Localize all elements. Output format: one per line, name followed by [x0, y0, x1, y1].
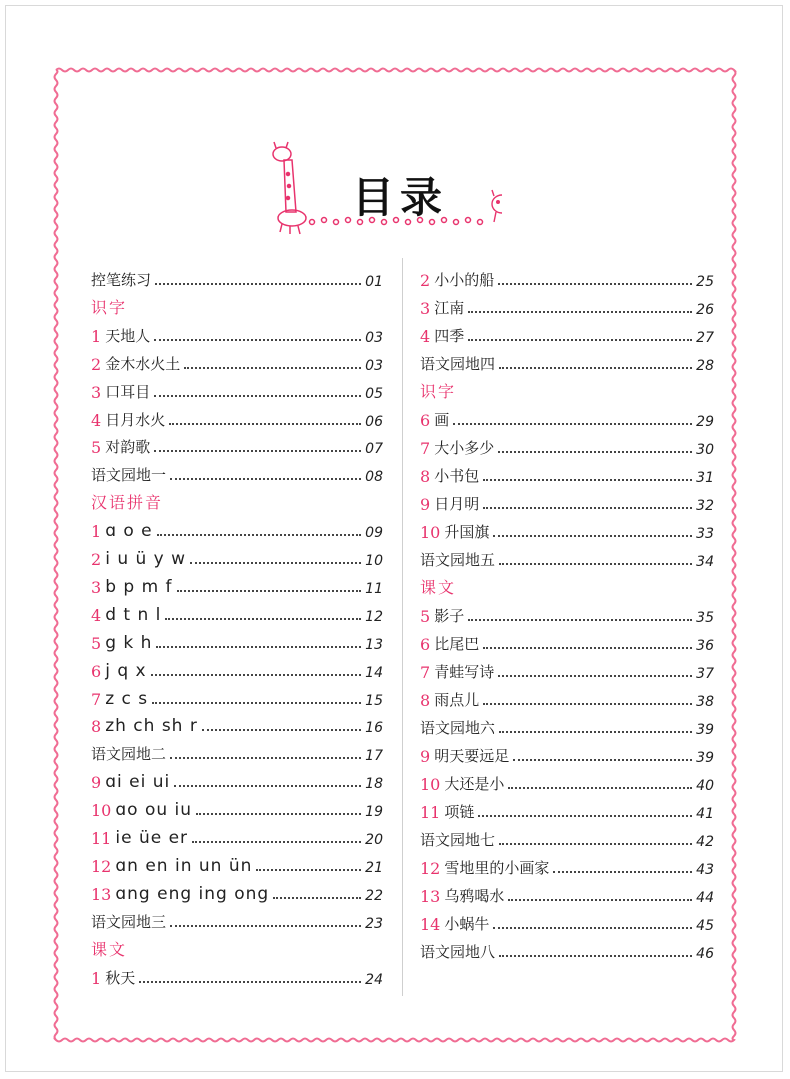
lesson-number: 12 [420, 859, 441, 878]
page-number: 03 [365, 329, 383, 346]
lesson-title: 比尾巴 [434, 635, 480, 653]
lesson-number: 2 [420, 271, 431, 290]
toc-entry[interactable] [420, 318, 714, 346]
dot-leader [139, 981, 361, 983]
dot-leader [170, 925, 361, 927]
page-number: 39 [696, 750, 714, 766]
page-number: 45 [696, 918, 714, 934]
lesson-number: 2 [91, 354, 102, 374]
toc-entry[interactable] [420, 458, 714, 486]
toc-entry[interactable] [91, 708, 383, 736]
dot-leader [498, 283, 692, 285]
toc-entry[interactable] [420, 822, 714, 850]
lesson-title: 雨点儿 [434, 691, 480, 709]
dot-leader [493, 927, 692, 929]
dot-leader [468, 311, 692, 313]
lesson-number: 12 [91, 856, 112, 876]
dot-leader [157, 534, 362, 536]
page-number: 44 [696, 890, 714, 906]
lesson-title: 语文园地八 [420, 943, 496, 961]
toc-entry[interactable] [91, 876, 383, 904]
dot-leader [165, 618, 361, 620]
toc-entry[interactable] [91, 346, 383, 374]
lesson-number: 1 [91, 968, 102, 988]
page-number: 22 [365, 887, 383, 904]
lesson-title: 语文园地一 [91, 466, 167, 485]
toc-entry[interactable] [420, 906, 714, 934]
dot-leader [177, 590, 362, 592]
lesson-title: b p m f [105, 576, 173, 597]
toc-entry[interactable] [420, 654, 714, 682]
lesson-title: 对韵歌 [105, 438, 151, 457]
dot-leader [174, 785, 361, 787]
toc-entry[interactable] [420, 430, 714, 458]
lesson-title: 影子 [434, 607, 465, 625]
small-giraffe-icon [492, 190, 502, 222]
page-number: 15 [365, 692, 383, 709]
page-number: 21 [365, 859, 383, 876]
toc-entry[interactable] [420, 290, 714, 318]
dot-leader [483, 703, 692, 705]
lesson-number: 7 [91, 689, 102, 709]
toc-entry[interactable] [420, 262, 714, 290]
lesson-title: 语文园地五 [420, 551, 496, 569]
lesson-title: 项链 [444, 803, 475, 821]
dot-leader [499, 955, 692, 957]
page-number: 17 [365, 748, 383, 765]
page-number: 07 [365, 441, 383, 458]
lesson-title: ɑ o e [105, 521, 153, 542]
page-number: 12 [365, 608, 383, 625]
lesson-number: 6 [420, 635, 431, 654]
lesson-title: 画 [434, 411, 450, 429]
page-number: 39 [696, 722, 714, 738]
page-number: 35 [696, 610, 714, 626]
lesson-number: 4 [91, 410, 102, 430]
dot-leader [273, 897, 361, 899]
toc-entry[interactable] [420, 542, 714, 570]
page-number: 29 [696, 414, 714, 430]
dot-leader [553, 871, 692, 873]
page-number: 23 [365, 915, 383, 932]
lesson-title: 语文园地六 [420, 719, 496, 737]
dot-leader [513, 759, 692, 761]
dot-leader [202, 729, 361, 731]
toc-entry[interactable] [420, 766, 714, 794]
lesson-title: i u ü y w [105, 549, 187, 569]
lesson-title: ɑng eng ing ong [115, 883, 270, 904]
toc-entry[interactable] [91, 541, 383, 569]
page-number: 34 [696, 554, 714, 570]
lesson-number: 4 [420, 327, 431, 346]
lesson-number: 4 [91, 605, 102, 625]
dot-leader [154, 450, 361, 452]
lesson-number: 9 [420, 495, 431, 514]
lesson-title: 小小的船 [434, 271, 495, 289]
toc-entry[interactable] [91, 625, 383, 653]
toc-entry[interactable] [420, 794, 714, 822]
toc-entry[interactable] [91, 402, 383, 430]
lesson-title: 乌鸦喝水 [444, 887, 505, 905]
dot-leader [498, 675, 692, 677]
toc-entry[interactable] [91, 569, 383, 597]
page-number: 32 [696, 498, 714, 514]
dot-leader [483, 479, 692, 481]
page-number: 05 [365, 385, 383, 402]
page-number: 08 [365, 469, 383, 486]
lesson-title: 小书包 [434, 467, 480, 485]
lesson-title: j q x [105, 660, 147, 681]
lesson-title: ɑn en in un ün [115, 855, 253, 876]
lesson-title: 金木水火土 [105, 354, 181, 373]
dot-leader [152, 702, 361, 704]
lesson-title: 秋天 [105, 968, 136, 987]
dot-leader [499, 563, 692, 565]
column-divider [402, 258, 403, 996]
page-number: 18 [365, 776, 383, 793]
toc-entry[interactable] [91, 904, 383, 932]
lesson-title: g k h [105, 632, 153, 653]
dot-leader [508, 787, 692, 789]
toc-entry[interactable] [420, 850, 714, 878]
toc-entry[interactable] [91, 736, 383, 764]
page-number: 16 [365, 720, 383, 737]
page-number: 14 [365, 664, 383, 681]
section-heading: 汉语拼音 [91, 493, 164, 513]
section-heading: 识字 [420, 382, 457, 401]
page-number: 38 [696, 694, 714, 710]
lesson-title: 语文园地二 [91, 745, 167, 764]
page-number: 27 [696, 330, 714, 346]
toc-entry[interactable] [420, 514, 714, 542]
dot-leader [170, 757, 361, 759]
lesson-title: ɑo ou iu [115, 800, 193, 821]
lesson-number: 1 [91, 522, 102, 542]
page-number: 30 [696, 442, 714, 458]
lesson-title: 四季 [434, 327, 465, 345]
lesson-title: 控笔练习 [91, 271, 152, 289]
page-number: 36 [696, 638, 714, 654]
toc-entry[interactable] [91, 792, 383, 820]
toc-entry[interactable] [420, 346, 714, 374]
dot-leader [468, 619, 692, 621]
page-number: 09 [365, 525, 383, 542]
dot-leader [256, 869, 361, 871]
dot-leader [483, 507, 692, 509]
dot-leader [468, 339, 692, 341]
lesson-title: 雪地里的小画家 [444, 859, 550, 877]
lesson-title: ɑi ei ui [105, 772, 171, 793]
lesson-title: 小蜗牛 [444, 915, 490, 933]
dot-leader [499, 367, 692, 369]
lesson-number: 9 [91, 773, 102, 793]
lesson-number: 7 [420, 663, 431, 682]
toc-entry[interactable] [91, 429, 383, 457]
lesson-number: 8 [91, 717, 102, 737]
toc-entry[interactable] [91, 457, 383, 485]
dot-leader [499, 843, 692, 845]
lesson-title: z c s [105, 688, 149, 709]
dot-leader [499, 731, 692, 733]
lesson-title: 日月水火 [105, 410, 166, 429]
dot-leader [453, 423, 692, 425]
lesson-number: 11 [91, 829, 112, 848]
toc-entry[interactable] [91, 597, 383, 625]
lesson-title: 口耳目 [105, 382, 151, 401]
toc-entry[interactable] [420, 878, 714, 906]
toc-entry[interactable] [91, 848, 383, 876]
page-number: 11 [365, 580, 383, 597]
page-number: 33 [696, 526, 714, 542]
lesson-title: 语文园地三 [91, 912, 167, 931]
dot-leader [154, 339, 361, 341]
lesson-title: 日月明 [434, 495, 480, 513]
page-number: 06 [365, 413, 383, 430]
page-number: 01 [365, 274, 383, 290]
page-number: 41 [696, 806, 714, 822]
lesson-title: 语文园地四 [420, 355, 496, 373]
toc-entry[interactable] [91, 764, 383, 792]
dot-leader [498, 451, 692, 453]
toc-entry[interactable] [91, 318, 383, 346]
lesson-title: 明天要远足 [434, 747, 510, 765]
dot-leader [170, 478, 361, 480]
section-heading: 课文 [420, 578, 457, 597]
dot-leader [154, 395, 361, 397]
lesson-number: 10 [420, 775, 441, 794]
page-number: 03 [365, 357, 383, 374]
dot-leader [478, 815, 692, 817]
lesson-number: 3 [420, 299, 431, 318]
page-number: 42 [696, 834, 714, 850]
lesson-title: 天地人 [105, 326, 151, 345]
lesson-number: 5 [91, 438, 102, 458]
toc-entry[interactable] [420, 402, 714, 430]
lesson-title: ie üe er [115, 828, 189, 848]
lesson-title: zh ch sh r [105, 716, 198, 737]
lesson-number: 13 [91, 884, 112, 904]
dot-leader [483, 647, 692, 649]
lesson-number: 10 [420, 523, 441, 542]
lesson-number: 5 [420, 607, 431, 626]
lesson-title: 大小多少 [434, 439, 495, 457]
page-number: 46 [696, 946, 714, 962]
lesson-number: 13 [420, 887, 441, 906]
toc-entry[interactable] [420, 598, 714, 626]
toc-entry[interactable] [91, 681, 383, 709]
lesson-title: 升国旗 [444, 523, 490, 541]
toc-entry[interactable] [420, 934, 714, 962]
dot-leader [184, 367, 361, 369]
lesson-number: 5 [91, 633, 102, 653]
page-title: 目录 [352, 173, 449, 222]
lesson-title: 青蛙写诗 [434, 663, 495, 681]
page-number: 31 [696, 470, 714, 486]
page-number: 26 [696, 302, 714, 318]
dot-leader [151, 674, 362, 676]
page-number: 28 [696, 358, 714, 374]
section-heading: 识字 [91, 297, 128, 317]
page-number: 37 [696, 666, 714, 682]
section-heading: 课文 [91, 939, 128, 959]
dot-leader [196, 813, 361, 815]
toc-entry[interactable] [420, 486, 714, 514]
dot-leader [493, 535, 692, 537]
page-number: 25 [696, 274, 714, 290]
lesson-number: 8 [420, 691, 431, 710]
toc-entry[interactable] [420, 738, 714, 766]
toc-entry[interactable] [91, 513, 383, 541]
toc-entry[interactable] [91, 374, 383, 402]
dot-leader [190, 562, 361, 564]
toc-entry[interactable] [91, 653, 383, 681]
dot-leader [192, 841, 361, 843]
page-number: 40 [696, 778, 714, 794]
lesson-title: 大还是小 [444, 775, 505, 793]
page-number: 13 [365, 636, 383, 653]
page-number: 24 [365, 971, 383, 988]
lesson-title: d t n l [105, 604, 162, 625]
lesson-number: 1 [91, 326, 102, 346]
lesson-number: 6 [91, 661, 102, 681]
dot-leader [169, 423, 361, 425]
toc-entry[interactable] [91, 262, 383, 290]
toc-entry[interactable] [420, 682, 714, 710]
page-number: 20 [365, 832, 383, 848]
dot-leader [508, 899, 692, 901]
page-number: 43 [696, 862, 714, 878]
toc-entry[interactable] [420, 626, 714, 654]
toc-entry[interactable] [91, 960, 383, 988]
lesson-number: 11 [420, 803, 441, 822]
lesson-number: 3 [91, 382, 102, 402]
lesson-number: 7 [420, 439, 431, 458]
lesson-number: 6 [420, 411, 431, 430]
toc-entry[interactable] [91, 820, 383, 848]
page-number: 10 [365, 553, 383, 569]
dot-leader [156, 646, 361, 648]
lesson-number: 8 [420, 467, 431, 486]
lesson-number: 10 [91, 801, 112, 821]
lesson-title: 江南 [434, 299, 465, 317]
page-number: 19 [365, 804, 383, 821]
lesson-number: 9 [420, 747, 431, 766]
lesson-title: 语文园地七 [420, 831, 496, 849]
lesson-number: 14 [420, 915, 441, 934]
dot-leader [155, 283, 361, 285]
lesson-number: 2 [91, 550, 102, 569]
giraffe-head-icon [273, 147, 291, 161]
lesson-number: 3 [91, 577, 102, 597]
toc-entry[interactable] [420, 710, 714, 738]
